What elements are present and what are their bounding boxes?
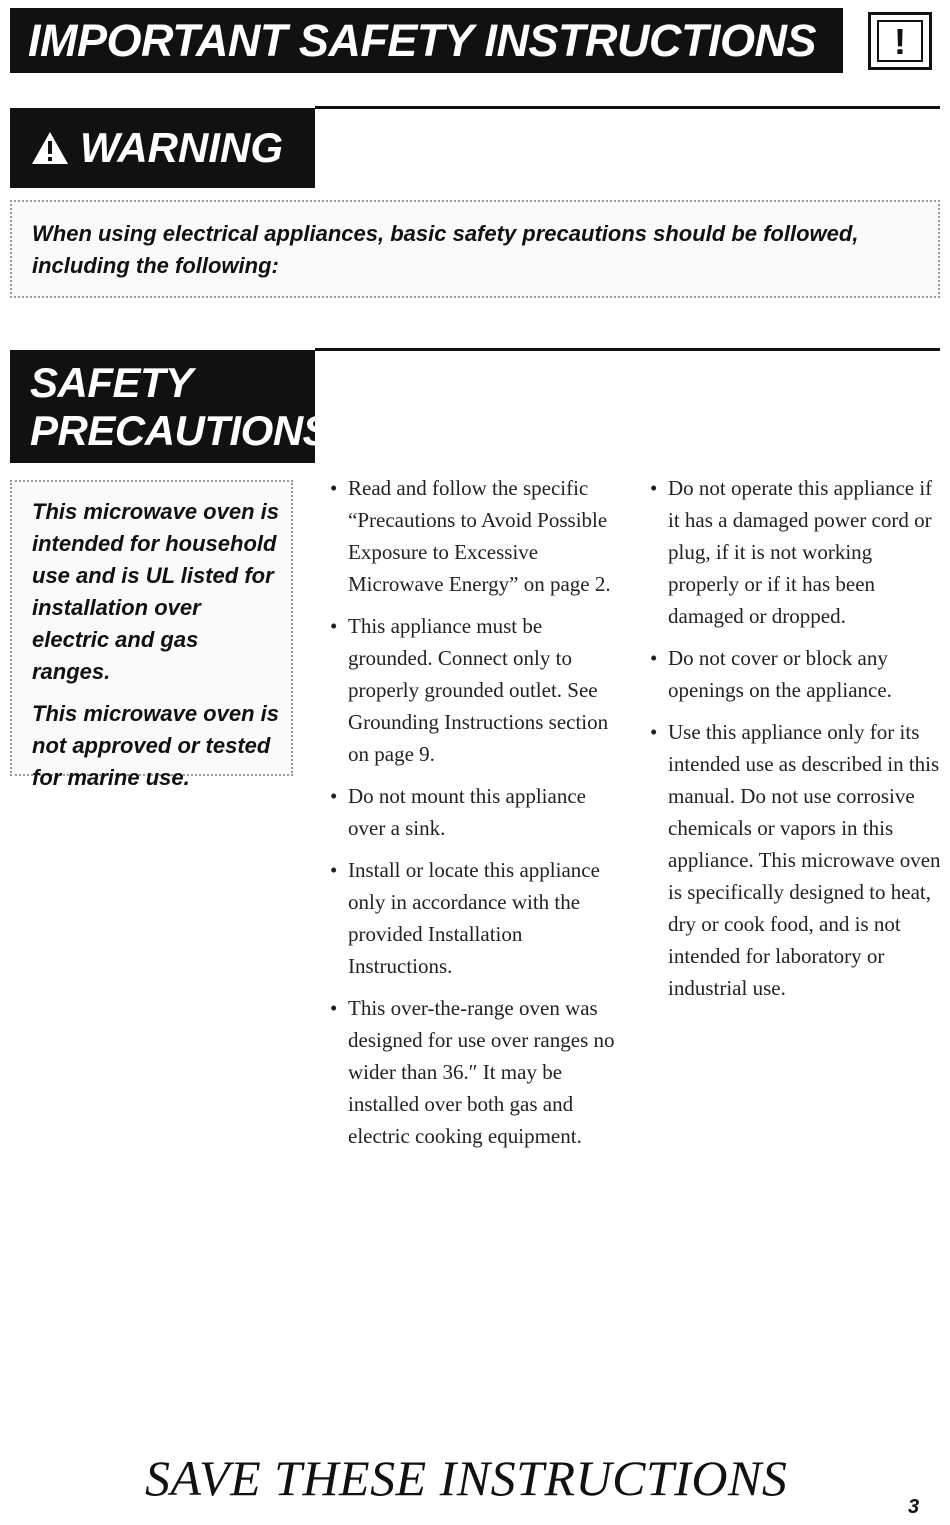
precautions-column-2 (648, 472, 944, 1014)
warning-triangle-icon (30, 130, 70, 166)
section-divider (315, 348, 940, 351)
save-instructions-footer: SAVE THESE INSTRUCTIONS (145, 1450, 788, 1506)
sidebar-note-box (10, 480, 293, 790)
list-item (648, 716, 944, 1004)
precautions-column-1 (328, 472, 628, 1162)
warning-intro-box (10, 200, 940, 298)
bullet: • (650, 646, 658, 670)
list-item (648, 472, 944, 632)
heading-line: PRECAUTIONS (30, 407, 331, 454)
bullet: • (330, 784, 338, 808)
bullet: • (330, 996, 338, 1020)
list-item-text: Install or locate this appliance only in accordance with the provided Installation Instructions. (348, 858, 600, 978)
heading-line: SAFETY (30, 359, 193, 406)
exclamation-icon: ! (868, 12, 932, 70)
bullet: • (650, 476, 658, 500)
sidebar-note: This microwave oven is not approved or tested for marine use. (32, 701, 279, 790)
list-item (328, 610, 628, 770)
warning-label: WARNING (80, 124, 283, 171)
page-number: 3 (908, 1496, 920, 1518)
list-item (328, 992, 628, 1152)
list-item (328, 780, 628, 844)
bullet: • (330, 614, 338, 638)
warning-intro-text: When using electrical appliances, basic safety precautions should be followed, including the following: (32, 221, 859, 278)
list-item-text: Do not operate this appliance if it has a damaged power cord or plug, if it is not working properly or if it has been damaged or dropped. (668, 476, 933, 628)
page-title: IMPORTANT SAFETY INSTRUCTIONS (28, 15, 817, 66)
list-item-text: Read and follow the specific “Precautions to Avoid Possible Exposure to Excessive Microwave Energy” on page 2. (348, 476, 611, 596)
bullet: • (330, 476, 338, 500)
list-item-text: Use this appliance only for its intended use as described in this manual. Do not use corrosive chemicals or vapors in this appliance. This microwave oven is specifically designed to heat, dry or cook food, and is not intended for laboratory or industrial use. (668, 720, 941, 1000)
list-item-text: Do not mount this appliance over a sink. (348, 784, 586, 840)
list-item (648, 642, 944, 706)
list-item-text: Do not cover or block any openings on the appliance. (668, 646, 892, 702)
bullet: • (330, 858, 338, 882)
page-title-banner (10, 8, 843, 73)
list-item (328, 472, 628, 600)
list-item-text: This appliance must be grounded. Connect only to properly grounded outlet. See Grounding Instructions section on page 9. (348, 614, 609, 766)
warning-heading (10, 108, 315, 188)
safety-precautions-heading (10, 350, 331, 463)
section-divider (315, 106, 940, 109)
list-item-text: This over-the-range oven was designed for use over ranges no wider than 36.″ It may be installed over both gas and electric cooking equipment. (348, 996, 615, 1148)
sidebar-note: This microwave oven is intended for household use and is UL listed for installation over electric and gas ranges. (32, 499, 279, 684)
list-item (328, 854, 628, 982)
bullet: • (650, 720, 658, 744)
